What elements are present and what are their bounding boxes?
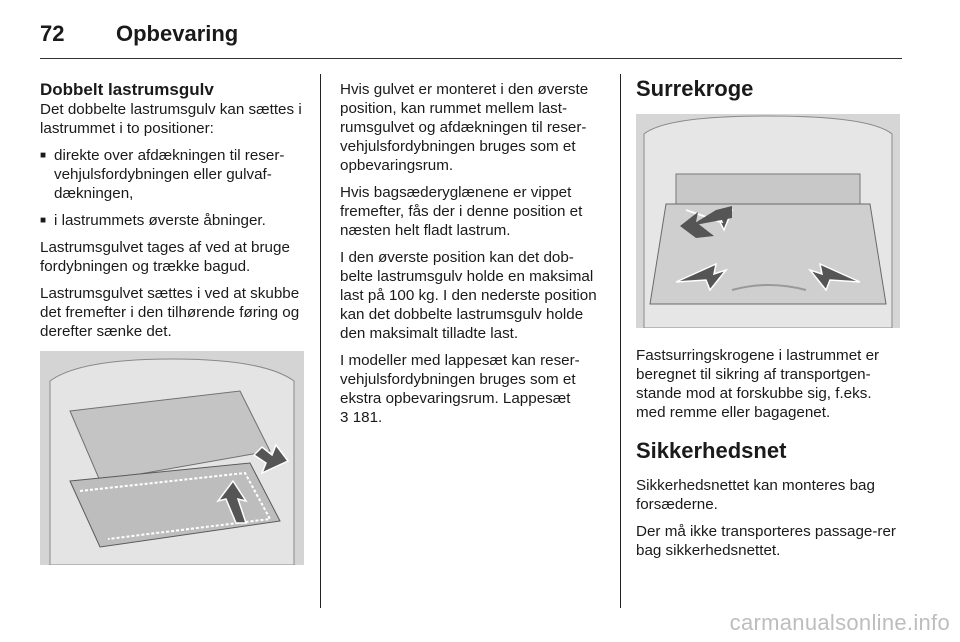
paragraph: Fastsurringskrogene i lastrummet er beregnet til sikring af transportgen-stande mod at forskubbe sig, f.eks. med remme eller bagagenet. bbox=[636, 347, 880, 421]
paragraph-text: I modeller med lappesæt kan reser-vehjulsfordybningen bruges som et ekstra opbevaringsrum. Lappesæt bbox=[340, 352, 580, 407]
lashing-eyes-illustration bbox=[636, 114, 900, 328]
paragraph bbox=[340, 351, 604, 427]
load-floor-illustration bbox=[40, 351, 304, 565]
section-heading-double-floor: Dobbelt lastrumsgulv bbox=[40, 80, 214, 99]
column-3 bbox=[636, 74, 902, 568]
paragraph: Der må ikke transporteres passage-rer bag sikkerhedsnettet. bbox=[636, 523, 896, 559]
intro-paragraph: Det dobbelte lastrumsgulv kan sættes i lastrummet i to positioner: bbox=[40, 101, 302, 137]
column-divider bbox=[620, 74, 621, 608]
page-title: Opbevaring bbox=[116, 21, 239, 46]
watermark: carmanualsonline.info bbox=[729, 610, 950, 635]
paragraph: Lastrumsgulvet sættes i ved at skubbe det fremefter i den tilhørende føring og derefter sænke det. bbox=[40, 285, 300, 340]
page-reference-arrow-icon: 3 bbox=[340, 409, 349, 426]
header-rule bbox=[40, 58, 902, 59]
page-number: 72 bbox=[40, 21, 65, 46]
list-item: ■ direkte over afdækningen til reser-vehjulsfordybningen eller gulvaf-dækningen, bbox=[40, 146, 304, 203]
paragraph: Hvis gulvet er monteret i den øverste position, kan rummet mellem last-rumsgulvet og afdækningen til reser-vehjulsfordybningen bruges som et opbevaringsrum. bbox=[340, 81, 589, 174]
paragraph: Hvis bagsæderyglænene er vippet fremefter, fås der i denne position et næsten helt fladt lastrum. bbox=[340, 184, 583, 239]
section-heading-lashing-eyes: Surrekroge bbox=[636, 76, 754, 101]
paragraph: Sikkerhedsnettet kan monteres bag forsæderne. bbox=[636, 477, 875, 513]
page-header bbox=[40, 14, 238, 54]
list-item: ■ i lastrummets øverste åbninger. bbox=[40, 211, 304, 230]
paragraph: Lastrumsgulvet tages af ved at bruge fordybningen og trække bagud. bbox=[40, 239, 290, 275]
column-1 bbox=[40, 76, 304, 565]
column-2 bbox=[340, 80, 604, 435]
column-divider bbox=[320, 74, 321, 608]
position-list bbox=[40, 146, 304, 230]
page-reference[interactable]: 181. bbox=[352, 409, 383, 426]
section-heading-safety-net: Sikkerhedsnet bbox=[636, 438, 787, 463]
paragraph: I den øverste position kan det dob-belte lastrumsgulv holde en maksimal last på 100 kg. I den nederste position kan det dobbelte lastrumsgulv holde den maksimalt tilladte last. bbox=[340, 249, 597, 342]
